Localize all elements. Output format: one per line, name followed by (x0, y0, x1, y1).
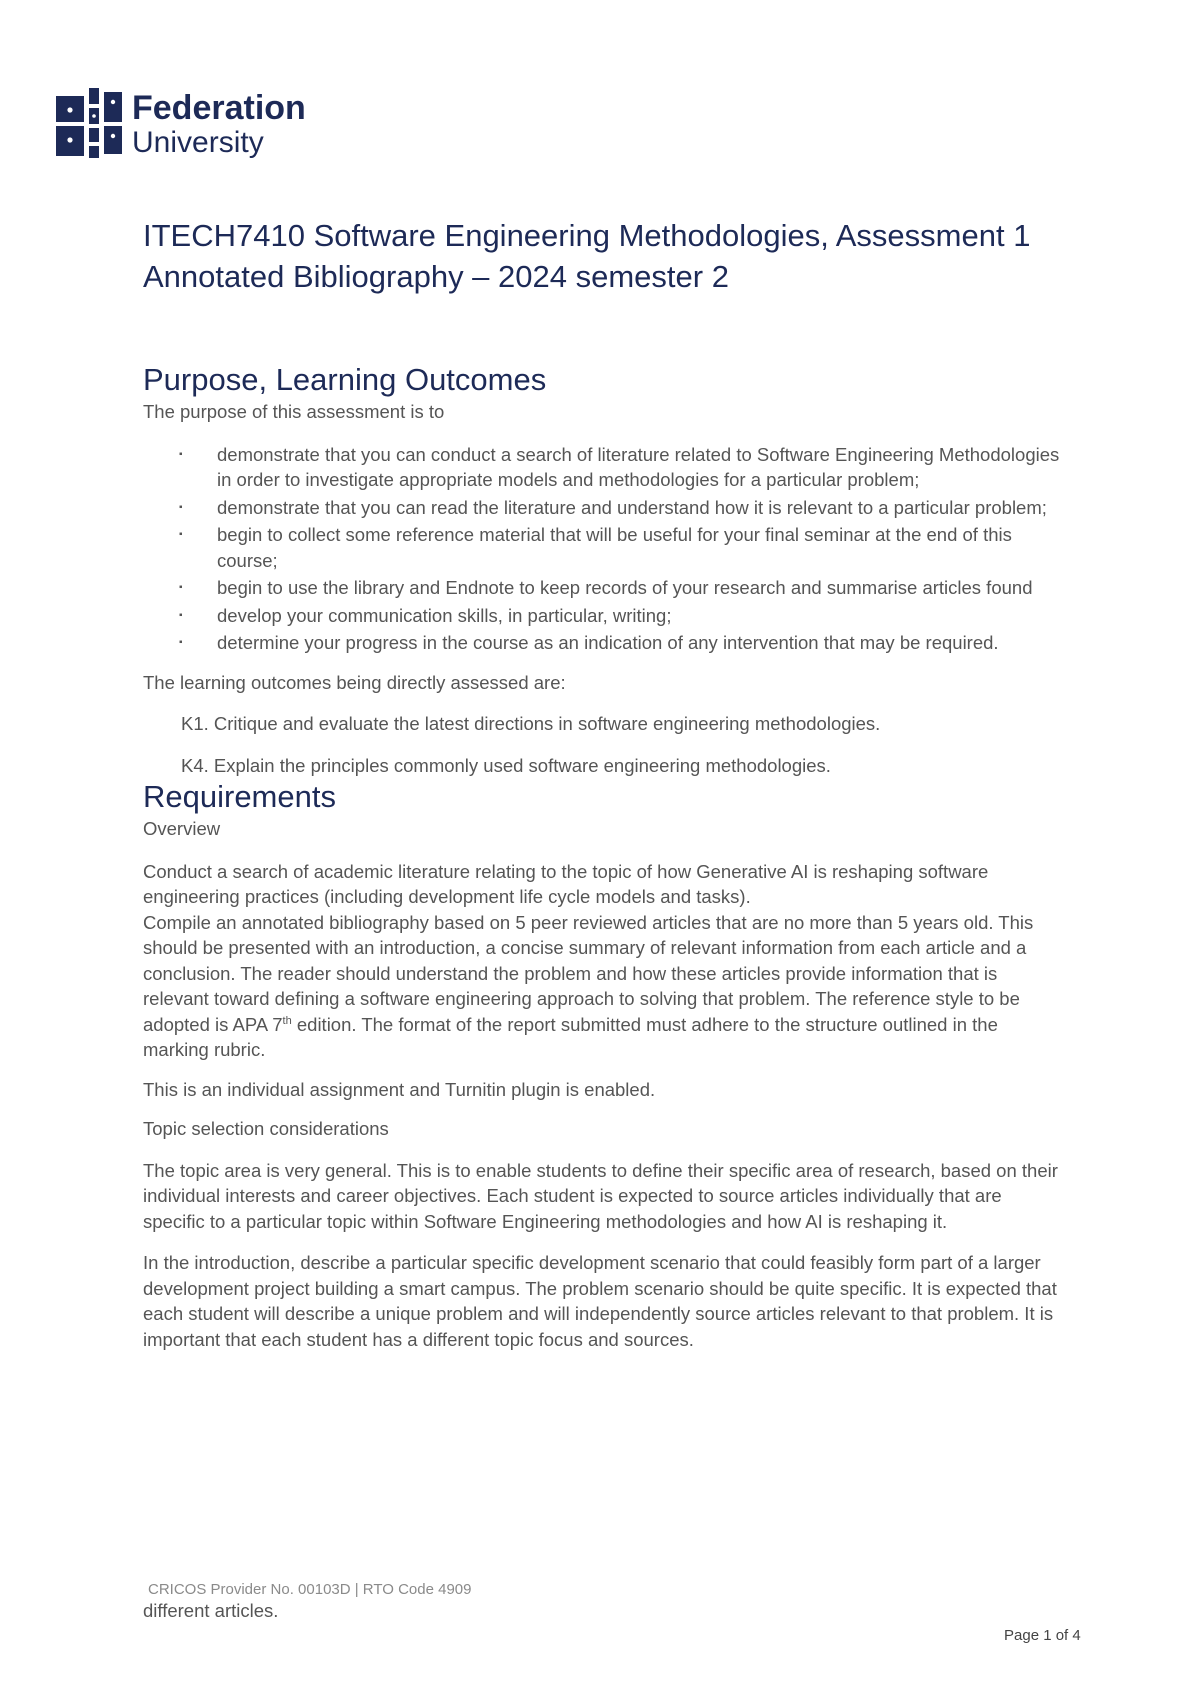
list-item: ▪ begin to collect some reference material that will be useful for your final seminar at the end of this course; (217, 522, 1063, 573)
purpose-bullet-list (143, 442, 1063, 656)
logo-wordmark-university: University (132, 126, 264, 159)
learning-outcome-k4: K4. Explain the principles commonly used software engineering methodologies. (181, 754, 831, 776)
footer-overflow-text: different articles. (143, 1600, 279, 1621)
federation-university-logo (56, 88, 326, 162)
section-heading-purpose: Purpose, Learning Outcomes (143, 362, 547, 397)
section-heading-requirements: Requirements (143, 779, 336, 814)
document-title: ITECH7410 Software Engineering Methodologies, Assessment 1 Annotated Bibliography – 2024 semester 2 (143, 218, 1031, 294)
list-item: ▪ demonstrate that you can conduct a search of literature related to Software Engineering Methodologies in order to investigate appropriate models and methodologies for a particular problem; (217, 442, 1063, 493)
requirements-paragraph-topic: Conduct a search of academic literature relating to the topic of how Generative AI is reshaping software engineering practices (including development life cycle models and tasks). (143, 860, 989, 907)
purpose-intro: The purpose of this assessment is to (143, 401, 445, 422)
logo-wordmark-federation: Federation (132, 89, 306, 127)
requirements-paragraph-individual: This is an individual assignment and Turnitin plugin is enabled. (143, 1078, 656, 1100)
topic-selection-label: Topic selection considerations (143, 1118, 389, 1139)
footer-cricos: CRICOS Provider No. 00103D | RTO Code 4909 (148, 1581, 472, 1598)
page-number: Page 1 of 4 (1004, 1627, 1081, 1644)
learning-outcome-k1: K1. Critique and evaluate the latest directions in software engineering methodologies. (181, 713, 881, 734)
overview-label: Overview (143, 818, 221, 839)
list-item: ▪ determine your progress in the course as an indication of any intervention that may be required. (217, 630, 1063, 656)
list-item: ▪ develop your communication skills, in particular, writing; (217, 603, 1063, 629)
document-body (143, 215, 1063, 1352)
requirements-paragraph-topic-area: The topic area is very general. This is to enable students to define their specific area of research, based on their individual interests and career objectives. Each student is expected to source articles individually that are specific to a particular topic within Software Engineering methodologies and how AI is reshaping it. (143, 1159, 1058, 1232)
list-item: ▪ demonstrate that you can read the literature and understand how it is relevant to a particular problem; (217, 495, 1063, 521)
learning-outcomes-intro: The learning outcomes being directly assessed are: (143, 671, 566, 693)
requirements-paragraph-bibliography: Compile an annotated bibliography based on 5 peer reviewed articles that are no more than 5 years old. This should be presented with an introduction, a concise summary of relevant information from each article and a conclusion. The reader should understand the problem and how these articles provide information that is relevant toward defining a software engineering approach to solving that problem. The reference style to be adopted is APA 7th edition. The format of the report submitted must adhere to the structure outlined in the marking rubric. (143, 911, 1034, 1060)
list-item: ▪ begin to use the library and Endnote to keep records of your research and summarise articles found (217, 575, 1063, 601)
requirements-paragraph-introduction: In the introduction, describe a particular specific development scenario that could feasibly form part of a larger development project building a smart campus. The problem scenario should be quite specific. It is expected that each student will describe a unique problem and will independently source articles relevant to that problem. It is important that each student has a different topic focus and sources. (143, 1252, 1057, 1350)
